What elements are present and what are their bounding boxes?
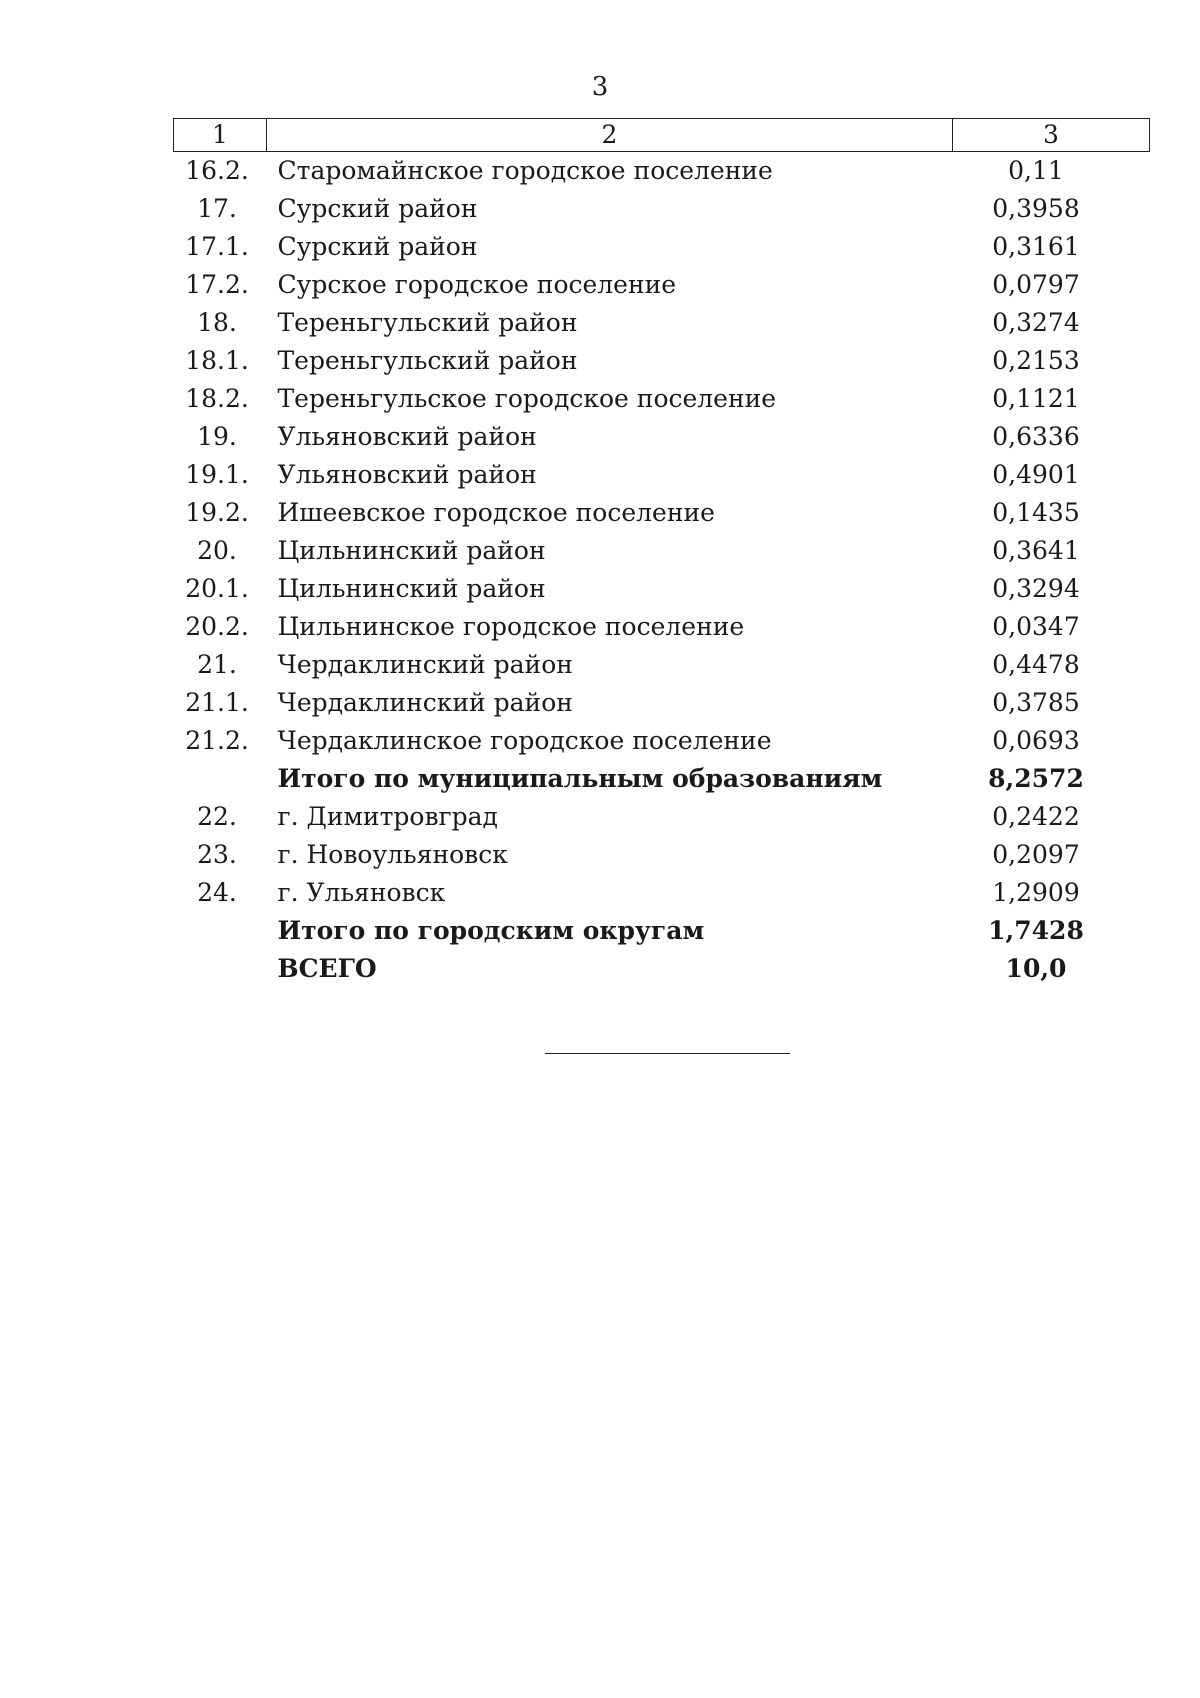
row-number-cell: 18. (197, 308, 237, 337)
row-value-cell: 0,4478 (992, 650, 1080, 679)
row-number-cell: 22. (197, 802, 237, 831)
row-value-cell: 0,2153 (992, 346, 1080, 375)
closing-rule (545, 1053, 790, 1054)
row-number-cell: 19.1. (185, 460, 249, 489)
row-name-cell: Чердаклинский район (277, 650, 573, 679)
row-value-cell: 0,1121 (992, 384, 1080, 413)
row-name-cell: Цильнинский район (277, 536, 546, 565)
table-header (174, 119, 1150, 152)
table-row (174, 456, 1150, 494)
row-name-cell: Ульяновский район (277, 422, 537, 451)
row-number-cell: 20.2. (185, 612, 249, 641)
row-name-cell: Чердаклинский район (277, 688, 573, 717)
row-number-cell: 21.2. (185, 726, 249, 755)
row-number-cell: 18.2. (185, 384, 249, 413)
row-name-cell: Тереньгульский район (277, 308, 578, 337)
row-name-cell: Сурский район (277, 194, 478, 223)
table-total-row (174, 950, 1150, 988)
row-name-cell: г. Новоульяновск (277, 840, 508, 869)
table-row (174, 836, 1150, 874)
row-name-cell: Ишеевское городское поселение (277, 498, 715, 527)
row-number-cell (174, 950, 267, 988)
table-row (174, 228, 1150, 266)
row-value-cell: 0,0797 (992, 270, 1080, 299)
table-row (174, 304, 1150, 342)
row-number-cell: 17.1. (185, 232, 249, 261)
row-name-cell: Старомайнское городское поселение (277, 156, 773, 185)
row-number-cell: 19.2. (185, 498, 249, 527)
header-col-1: 1 (174, 119, 267, 152)
row-name-cell: Цильнинский район (277, 574, 546, 603)
row-number-cell: 17. (197, 194, 237, 223)
row-value-cell: 0,2422 (992, 802, 1080, 831)
row-value-cell: 1,7428 (988, 916, 1084, 945)
row-number-cell: 17.2. (185, 270, 249, 299)
row-name-cell: ВСЕГО (277, 954, 377, 983)
row-value-cell: 0,0693 (992, 726, 1080, 755)
table-row (174, 722, 1150, 760)
header-col-2: 2 (267, 119, 953, 152)
row-name-cell: г. Димитровград (277, 802, 498, 831)
row-number-cell: 19. (197, 422, 237, 451)
row-value-cell: 0,4901 (992, 460, 1080, 489)
row-value-cell: 8,2572 (988, 764, 1084, 793)
row-number-cell (174, 912, 267, 950)
table-total-row (174, 760, 1150, 798)
row-name-cell: Итого по городским округам (277, 916, 705, 945)
row-value-cell: 0,1435 (992, 498, 1080, 527)
row-number-cell: 21. (197, 650, 237, 679)
row-value-cell: 0,0347 (992, 612, 1080, 641)
row-name-cell: Тереньгульское городское поселение (277, 384, 777, 413)
row-number-cell: 18.1. (185, 346, 249, 375)
row-value-cell: 0,3641 (992, 536, 1080, 565)
table-row (174, 798, 1150, 836)
row-number-cell: 24. (197, 878, 237, 907)
table-row (174, 608, 1150, 646)
table-row (174, 190, 1150, 228)
table-body (174, 152, 1150, 989)
row-name-cell: Чердаклинское городское поселение (277, 726, 772, 755)
row-value-cell: 1,2909 (992, 878, 1080, 907)
table-row (174, 874, 1150, 912)
row-value-cell: 0,3274 (992, 308, 1080, 337)
row-value-cell: 0,3785 (992, 688, 1080, 717)
row-name-cell: Итого по муниципальным образованиям (277, 764, 883, 793)
row-name-cell: Тереньгульский район (277, 346, 578, 375)
row-name-cell: Ульяновский район (277, 460, 537, 489)
table-total-row (174, 912, 1150, 950)
row-value-cell: 0,2097 (992, 840, 1080, 869)
row-number-cell: 21.1. (185, 688, 249, 717)
row-name-cell: Цильнинское городское поселение (277, 612, 745, 641)
row-number-cell: 20.1. (185, 574, 249, 603)
table-row (174, 266, 1150, 304)
row-number-cell: 23. (197, 840, 237, 869)
table-row (174, 684, 1150, 722)
table-row (174, 342, 1150, 380)
table-row (174, 494, 1150, 532)
row-value-cell: 0,6336 (992, 422, 1080, 451)
table-row (174, 532, 1150, 570)
header-col-3: 3 (953, 119, 1150, 152)
table-row (174, 646, 1150, 684)
header-row (174, 119, 1150, 152)
allocation-table (173, 118, 1150, 988)
table-row (174, 570, 1150, 608)
row-number-cell: 16.2. (185, 156, 249, 185)
row-name-cell: Сурский район (277, 232, 478, 261)
row-name-cell: г. Ульяновск (277, 878, 446, 907)
row-value-cell: 0,3958 (992, 194, 1080, 223)
row-value-cell: 0,3294 (992, 574, 1080, 603)
row-value-cell: 0,11 (1008, 156, 1064, 185)
row-number-cell: 20. (197, 536, 237, 565)
row-value-cell: 0,3161 (992, 232, 1080, 261)
row-value-cell: 10,0 (1005, 954, 1067, 983)
row-name-cell: Сурское городское поселение (277, 270, 677, 299)
table-row (174, 418, 1150, 456)
page-number: 3 (591, 72, 609, 102)
row-number-cell (174, 760, 267, 798)
table-row (174, 152, 1150, 191)
table-row (174, 380, 1150, 418)
